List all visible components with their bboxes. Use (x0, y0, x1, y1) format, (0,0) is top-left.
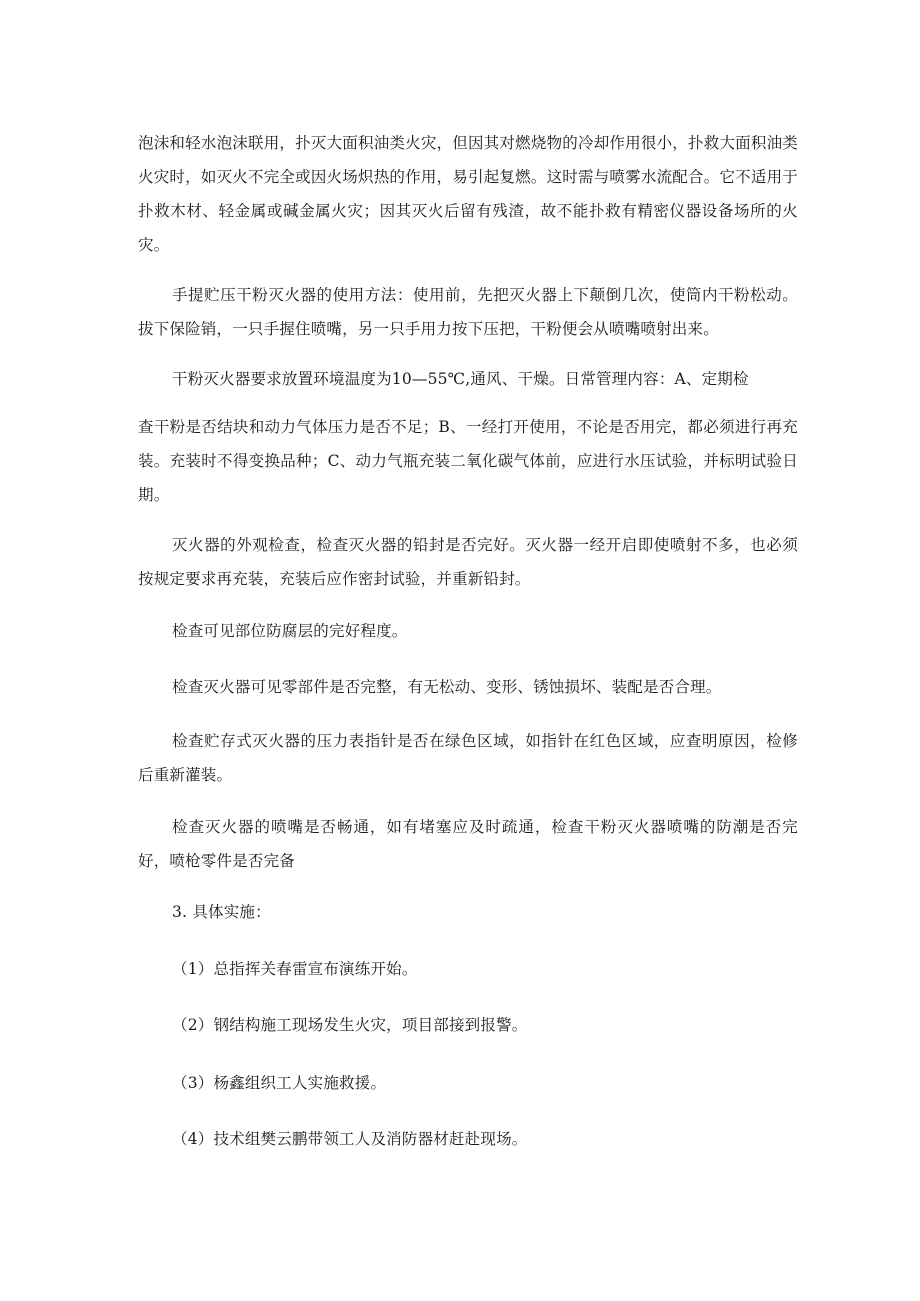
paragraph-anticorrosion-check: 检查可见部位防腐层的完好程度。 (172, 622, 408, 640)
paragraph-parts-check: 检查灭火器可见零部件是否完整，有无松动、变形、锈蚀损坏、装配是否合理。 (172, 678, 722, 696)
paragraph-daily-management: 查干粉是否结块和动力气体压力是否不足；B、一经打开使用，不论是否用完，都必须进行再充装。充装时不得变换品种；C、动力气瓶充装二氧化碳气体前，应进行水压试验，并标明试验日期。 (138, 418, 798, 504)
list-item-step-2: （2）钢结构施工现场发生火灾，项目部接到报警。 (172, 1016, 528, 1034)
list-item-step-1: （1）总指挥关春雷宣布演练开始。 (172, 960, 418, 978)
paragraph-storage-environment: 干粉灭火器要求放置环境温度为10—55℃,通风、干燥。日常管理内容：A、定期检 (172, 370, 749, 388)
section-heading-implementation: 3. 具体实施： (172, 903, 271, 921)
paragraph-nozzle-check: 检查灭火器的喷嘴是否畅通，如有堵塞应及时疏通，检查干粉灭火器喷嘴的防潮是否完好，喷枪零件是否完备 (138, 818, 798, 870)
paragraph-appearance-check: 灭火器的外观检查，检查灭火器的铅封是否完好。灭火器一经开启即使喷射不多，也必须按规定要求再充装，充装后应作密封试验，并重新铅封。 (138, 536, 798, 588)
paragraph-portable-extinguisher-usage: 手提贮压干粉灭火器的使用方法：使用前，先把灭火器上下颠倒几次，使筒内干粉松动。拔下保险销，一只手握住喷嘴，另一只手用力按下压把，干粉便会从喷嘴喷射出来。 (138, 286, 798, 338)
paragraph-pressure-gauge-check: 检查贮存式灭火器的压力表指针是否在绿色区域，如指针在红色区域，应查明原因，检修后重新灌装。 (138, 732, 798, 784)
list-item-step-4: （4）技术组樊云鹏带领工人及消防器材赶赴现场。 (172, 1130, 528, 1148)
paragraph-dry-powder-usage-limits: 泡沫和轻水泡沫联用，扑灭大面积油类火灾，但因其对燃烧物的冷却作用很小，扑救大面积油类火灾时，如灭火不完全或因火场炽热的作用，易引起复燃。这时需与喷雾水流配合。它不适用于扑救木材、轻金属或碱金属火灾；因其灭火后留有残渣，故不能扑救有精密仪器设备场所的火灾。 (138, 134, 798, 254)
list-item-step-3: （3）杨鑫组织工人实施救援。 (172, 1074, 387, 1092)
